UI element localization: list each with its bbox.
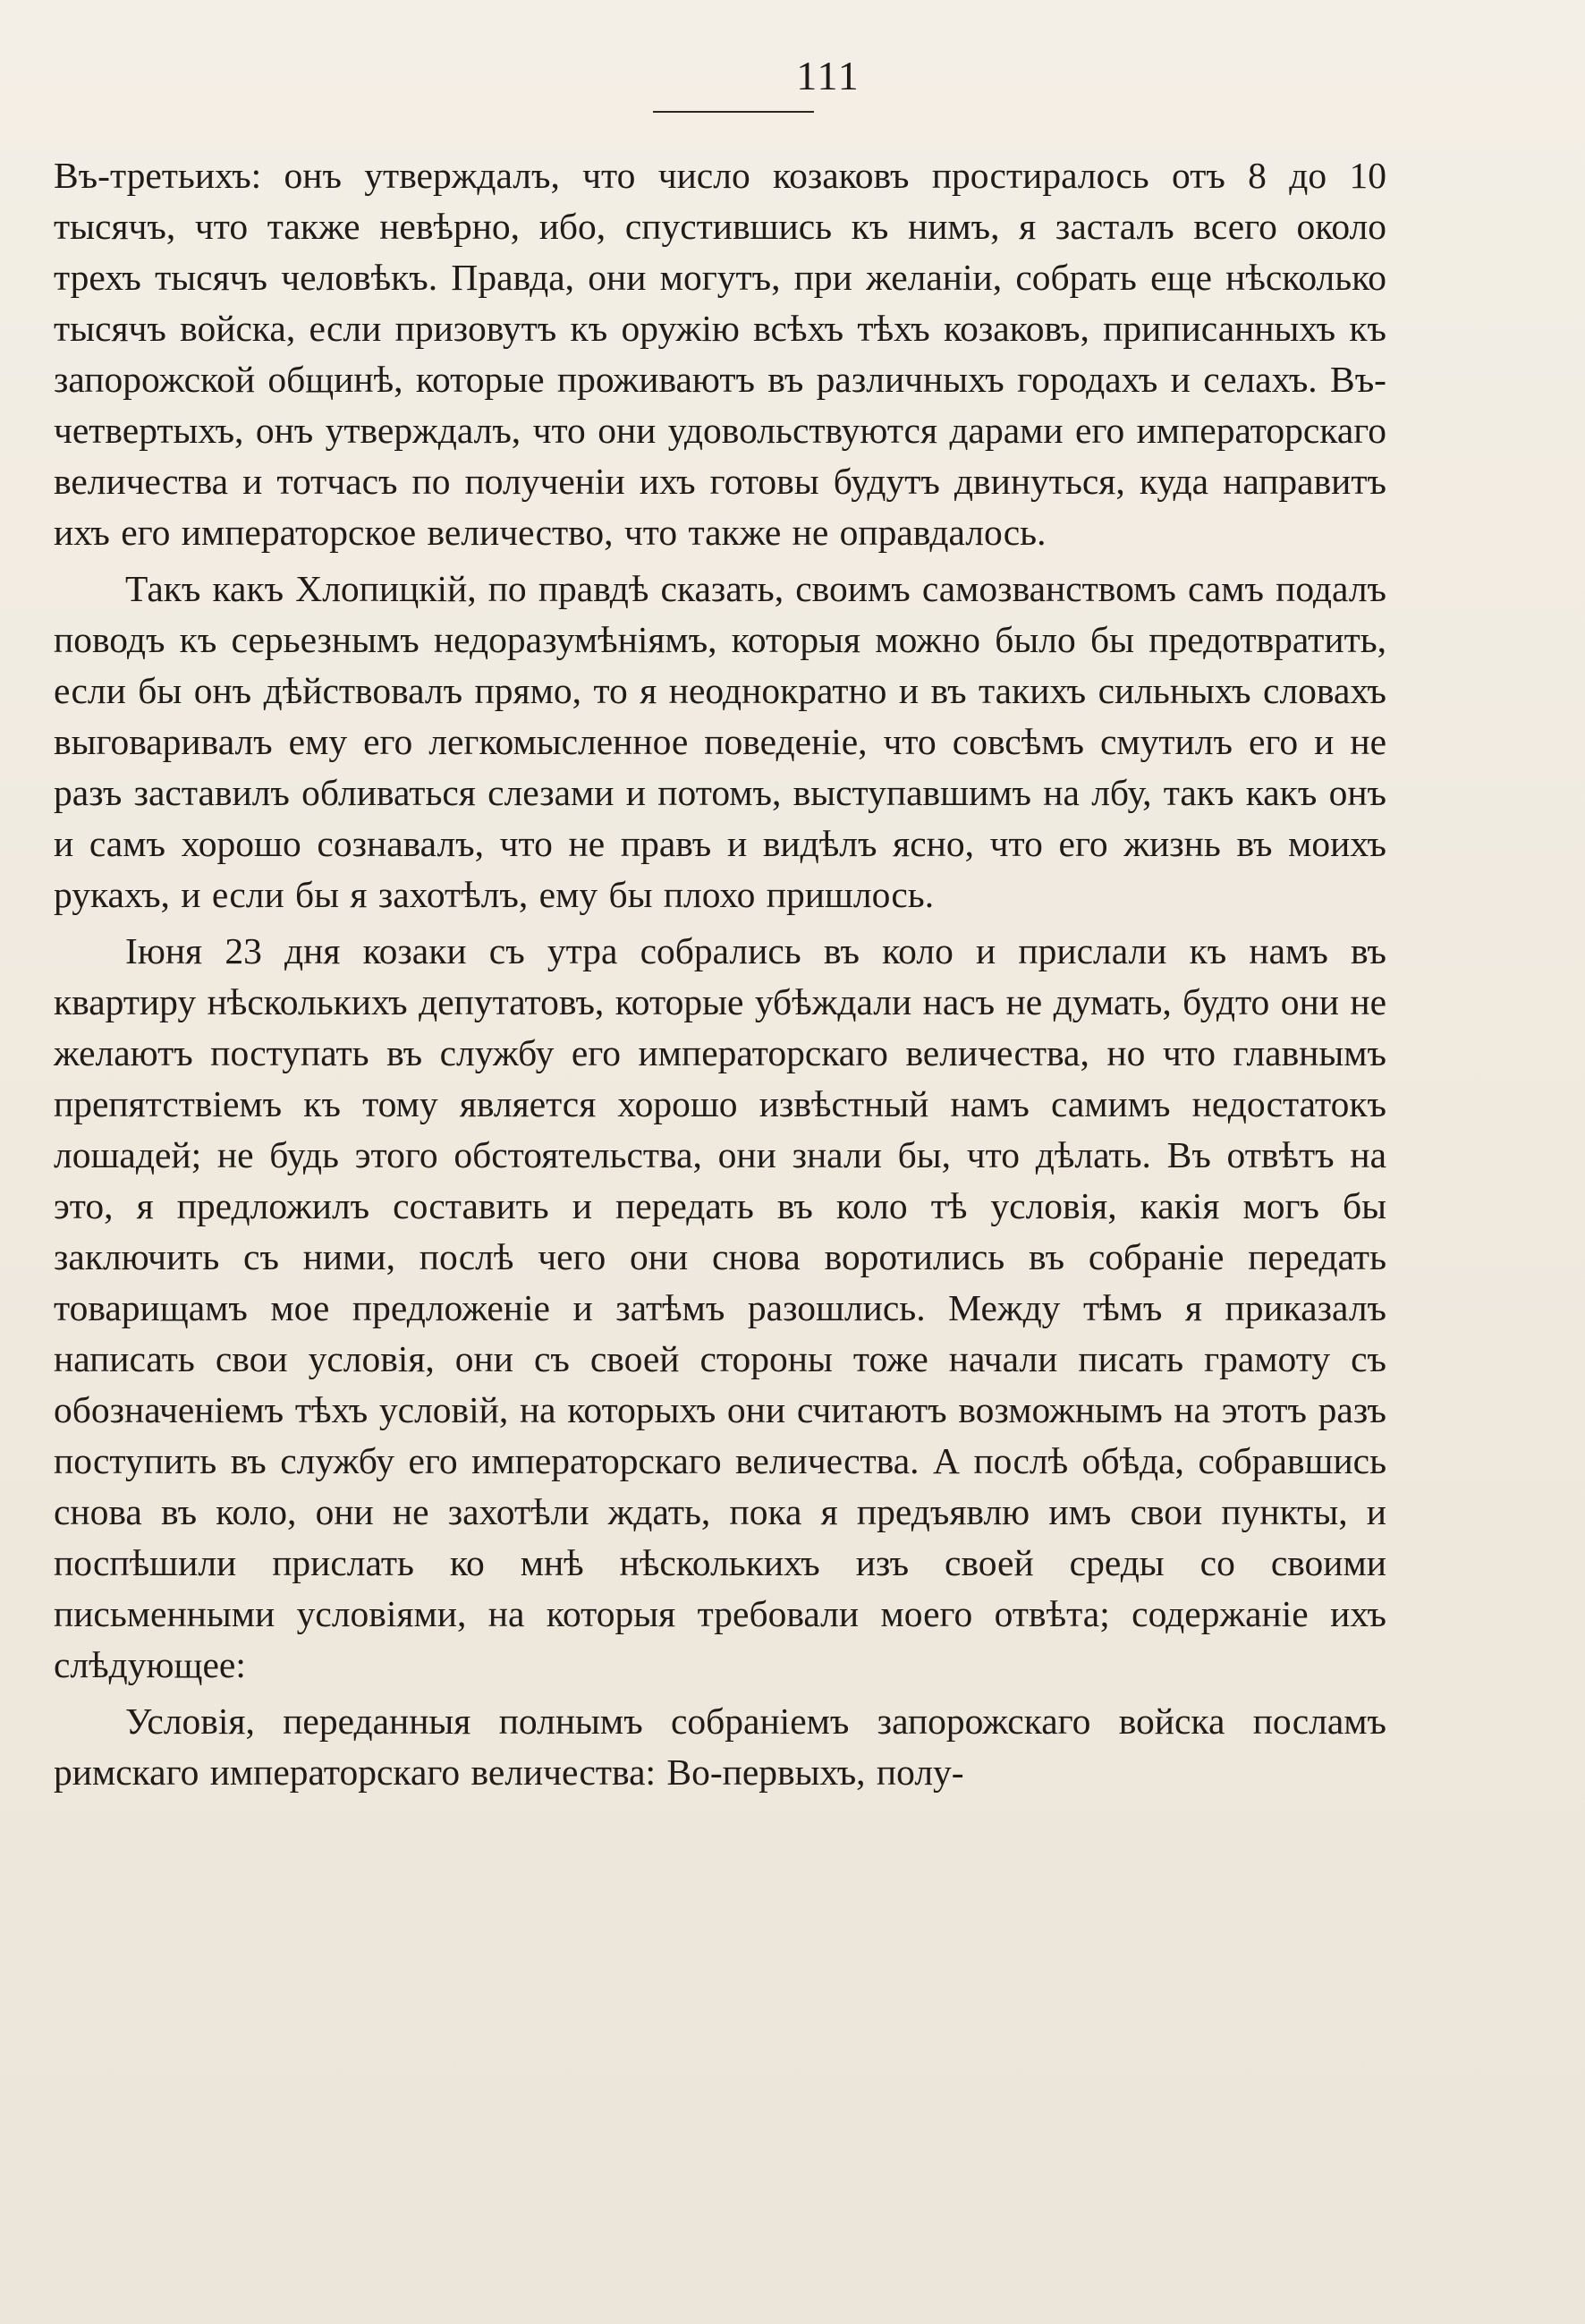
paragraph-4: Условія, переданныя полнымъ собраніемъ запорожскаго войска посламъ римскаго императорскаго величества: Во-первыхъ, полу- [54,1701,1386,1793]
page-number: 111 [796,53,860,98]
paragraph-2: Такъ какъ Хлопицкій, по правдѣ сказать, своимъ самозванствомъ самъ подалъ поводъ къ серьезнымъ недоразумѣніямъ, которыя можно было бы предотвратить, если бы онъ дѣйствовалъ прямо, то я неоднократно и въ такихъ сильныхъ словахъ выговаривалъ ему его легкомысленное поведеніе, что совсѣмъ смутилъ его и не разъ заставилъ обливаться слезами и потомъ, выступавшимъ на лбу, такъ какъ онъ и самъ хорошо сознавалъ, что не правъ и видѣлъ ясно, что его жизнь въ моихъ рукахъ, и если бы я захотѣлъ, ему бы плохо пришлось. [54,568,1386,915]
paragraph-3: Іюня 23 дня козаки съ утра собрались въ коло и прислали къ намъ въ квартиру нѣсколькихъ депутатовъ, которые убѣждали насъ не думать, будто они не желаютъ поступать въ службу его императорскаго величества, но что главнымъ препятствіемъ къ тому является хорошо извѣстный намъ самимъ недостатокъ лошадей; не будь этого обстоятельства, они знали бы, что дѣлать. Въ отвѣтъ на это, я предложилъ составить и передать въ коло тѣ условія, какія могъ бы заключить съ ними, послѣ чего они снова воротились въ собраніе передать товарищамъ мое предложеніе и затѣмъ разошлись. Между тѣмъ я приказалъ написать свои условія, они съ своей стороны тоже начали писать грамоту съ обозначеніемъ тѣхъ условій, на которыхъ они считаютъ возможнымъ на этотъ разъ поступить въ службу его императорскаго величества. А послѣ обѣда, собравшись снова въ коло, они не захотѣли ждать, пока я предъявлю имъ свои пункты, и поспѣшили прислать ко мнѣ нѣсколькихъ изъ своей среды со своими письменными условіями, на которыя требовали моего отвѣта; содержаніе ихъ слѣдующее: [54,930,1386,1685]
text-body [54,150,1386,1798]
paragraph-1: Въ-третьихъ: онъ утверждалъ, что число козаковъ простиралось отъ 8 до 10 тысячъ, что также невѣрно, ибо, спустившись къ нимъ, я засталъ всего около трехъ тысячъ человѣкъ. Правда, они могутъ, при желаніи, собрать еще нѣсколько тысячъ войска, если призовутъ къ оружію всѣхъ тѣхъ козаковъ, приписанныхъ къ запорожской общинѣ, которые проживаютъ въ различныхъ городахъ и селахъ. Въ-четвертыхъ, онъ утверждалъ, что они удовольствуются дарами его императорскаго величества и тотчасъ по полученіи ихъ готовы будутъ двинуться, куда направитъ ихъ его императорское величество, что также не оправдалось. [54,155,1386,553]
page-number-rule [653,111,814,113]
